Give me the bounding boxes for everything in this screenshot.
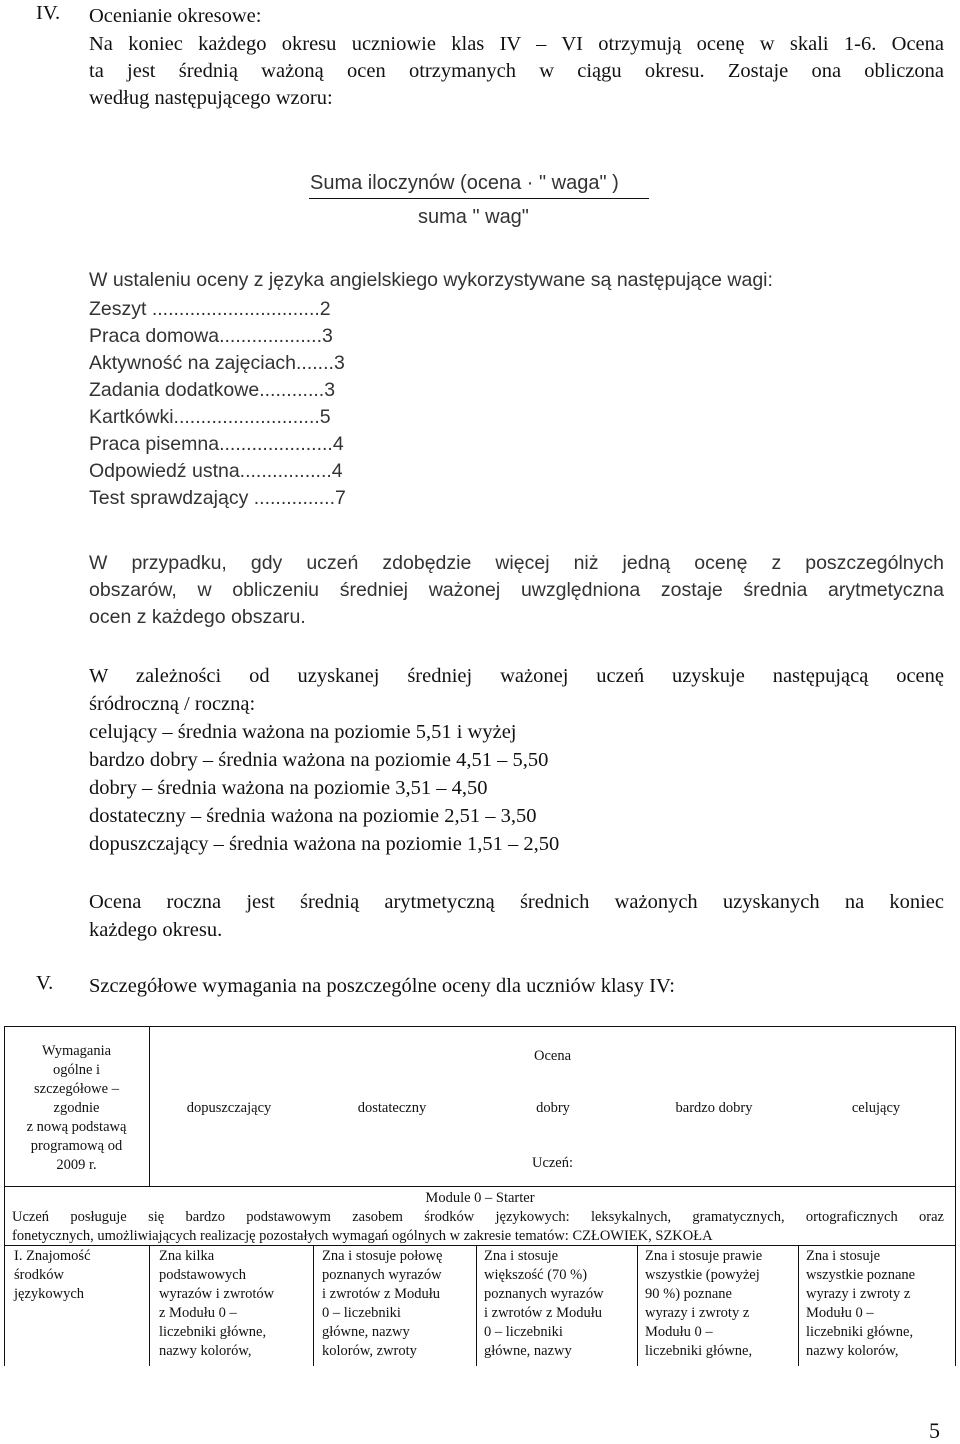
table-col-line <box>149 1245 150 1366</box>
cell-line: wyrazów i zwrotów <box>159 1286 275 1302</box>
cell-bardzo-dobry <box>645 1247 762 1361</box>
cell-line: Zna kilka <box>159 1248 215 1264</box>
grade-scale-item: dopuszczający – średnia ważona na poziomie 1,51 – 2,50 <box>89 833 560 855</box>
page-number: 5 <box>929 1418 940 1443</box>
cell-line: poznanych wyrazów <box>484 1286 604 1302</box>
cell-line: Modułu 0 – <box>645 1324 713 1340</box>
weights-intro: W ustaleniu oceny z języka angielskiego wykorzystywane są następujące wagi: <box>89 269 773 291</box>
weight-item: Zadania dodatkowe............3 <box>89 379 336 401</box>
formula-numerator: Suma iloczynów (ocena · " waga" ) <box>310 172 619 194</box>
module-title: Module 0 – Starter <box>425 1190 535 1206</box>
table-col-line <box>476 1245 477 1366</box>
header-left-line: programową od <box>30 1138 123 1154</box>
paragraph-2-line-1: W zależności od uzyskanej średniej ważonej uczeń uzyskuje następującą ocenę <box>89 665 944 687</box>
header-left-line: szczegółowe – <box>34 1081 119 1097</box>
paragraph-3-line-1: Ocena roczna jest średnią arytmetyczną średnich ważonych uzyskanych na koniec <box>89 891 944 913</box>
cell-line: z Modułu 0 – <box>159 1305 237 1321</box>
header-left-cell <box>4 1042 149 1175</box>
cell-line: główne, nazwy <box>484 1343 572 1359</box>
cell-line: podstawowych <box>159 1267 246 1283</box>
weight-item: Praca pisemna.....................4 <box>89 433 344 455</box>
formula-fraction-bar <box>309 198 649 199</box>
weight-item: Zeszyt ...............................2 <box>89 298 331 320</box>
header-grade-dobry: dobry <box>536 1100 570 1116</box>
paragraph-1-line-1: W przypadku, gdy uczeń zdobędzie więcej niż jedną ocenę z poszczególnych <box>89 552 944 574</box>
weight-item: Test sprawdzający ...............7 <box>89 487 346 509</box>
weight-item: Aktywność na zajęciach.......3 <box>89 352 345 374</box>
header-left-line: zgodnie <box>53 1100 100 1116</box>
cell-line: Zna i stosuje połowę <box>322 1248 443 1264</box>
header-uczen: Uczeń: <box>531 1155 574 1171</box>
intro-line-3: według następującego wzoru: <box>89 87 333 109</box>
module-description-line-2: fonetycznych, umożliwiających realizację pozostałych wymagań ogólnych w zakresie tematów: CZŁOWIEK, SZKOŁA <box>12 1228 713 1244</box>
cell-line: większość (70 %) <box>484 1267 588 1283</box>
cell-line: główne, nazwy <box>322 1324 410 1340</box>
cell-line: wyrazy i zwroty z <box>806 1286 911 1302</box>
cell-celujacy <box>806 1247 915 1361</box>
header-grade-dopuszczajacy: dopuszczający <box>186 1100 272 1116</box>
cell-dostateczny <box>322 1247 442 1361</box>
row-label-line: językowych <box>14 1286 85 1302</box>
cell-line: wszystkie (powyżej <box>645 1267 760 1283</box>
row-label-line: I. Znajomość <box>14 1248 91 1264</box>
grade-scale-item: celujący – średnia ważona na poziomie 5,51 i wyżej <box>89 721 517 743</box>
cell-line: 90 %) poznane <box>645 1286 732 1302</box>
table-col-line <box>313 1245 314 1366</box>
cell-line: liczebniki główne, <box>806 1324 914 1340</box>
header-left-line: 2009 r. <box>56 1157 97 1173</box>
header-grade-celujacy: celujący <box>851 1100 901 1116</box>
cell-line: liczebniki główne, <box>645 1343 753 1359</box>
header-grade-bardzo-dobry: bardzo dobry <box>675 1100 753 1116</box>
grade-scale-item: bardzo dobry – średnia ważona na poziomie 4,51 – 5,50 <box>89 749 549 771</box>
formula-denominator: suma " wag" <box>418 206 529 228</box>
cell-line: i zwrotów z Modułu <box>484 1305 602 1321</box>
table-border-top <box>4 1026 956 1027</box>
table-col-line <box>637 1245 638 1366</box>
intro-line-2: ta jest średnią ważoną ocen otrzymanych w ciągu okresu. Zostaje ona obliczona <box>89 60 944 82</box>
section-4-title: Ocenianie okresowe: <box>89 5 262 27</box>
module-description-line-1: Uczeń posługuje się bardzo podstawowym zasobem środków językowych: leksykalnych, gramatycznych, ortograficznych oraz <box>12 1209 944 1225</box>
table-col-line <box>798 1245 799 1366</box>
intro-line-1: Na koniec każdego okresu uczniowie klas IV – VI otrzymują ocenę w skali 1-6. Ocena <box>89 33 944 55</box>
header-left-line: Wymagania <box>41 1043 112 1059</box>
cell-line: 0 – liczebniki <box>322 1305 401 1321</box>
header-grade-dostateczny: dostateczny <box>357 1100 427 1116</box>
cell-line: poznanych wyrazów <box>322 1267 442 1283</box>
cell-line: nazwy kolorów, <box>806 1343 899 1359</box>
cell-dopuszczajacy <box>159 1247 274 1361</box>
paragraph-2-line-2: śródroczną / roczną: <box>89 693 256 715</box>
cell-line: nazwy kolorów, <box>159 1343 252 1359</box>
table-divider-module <box>4 1186 956 1187</box>
grade-scale-item: dobry – średnia ważona na poziomie 3,51 – 4,50 <box>89 777 488 799</box>
cell-line: Zna i stosuje <box>806 1248 881 1264</box>
row-label-cell <box>14 1247 91 1304</box>
weight-item: Odpowiedź ustna.................4 <box>89 460 343 482</box>
cell-line: kolorów, zwroty <box>322 1343 417 1359</box>
cell-line: Modułu 0 – <box>806 1305 874 1321</box>
header-left-line: ogólne i <box>52 1062 101 1078</box>
section-4-number: IV. <box>36 2 61 24</box>
weight-item: Praca domowa...................3 <box>89 325 333 347</box>
paragraph-1-line-3: ocen z każdego obszaru. <box>89 606 306 628</box>
header-left-line: z nową podstawą <box>26 1119 127 1135</box>
cell-dobry <box>484 1247 604 1361</box>
cell-line: Zna i stosuje prawie <box>645 1248 763 1264</box>
header-ocena: Ocena <box>533 1048 572 1064</box>
row-label-line: środków <box>14 1267 64 1283</box>
cell-line: i zwrotów z Modułu <box>322 1286 440 1302</box>
grade-scale-item: dostateczny – średnia ważona na poziomie 2,51 – 3,50 <box>89 805 537 827</box>
section-5-number: V. <box>36 972 54 994</box>
cell-line: 0 – liczebniki <box>484 1324 563 1340</box>
cell-line: Zna i stosuje <box>484 1248 559 1264</box>
cell-line: wyrazy i zwroty z <box>645 1305 750 1321</box>
cell-line: wszystkie poznane <box>806 1267 916 1283</box>
weight-item: Kartkówki...........................5 <box>89 406 331 428</box>
paragraph-3-line-2: każdego okresu. <box>89 919 223 941</box>
section-5-title: Szczegółowe wymagania na poszczególne oceny dla uczniów klasy IV: <box>89 975 675 997</box>
cell-line: liczebniki główne, <box>159 1324 267 1340</box>
paragraph-1-line-2: obszarów, w obliczeniu średniej ważonej uwzględniona zostaje średnia arytmetyczna <box>89 579 944 601</box>
